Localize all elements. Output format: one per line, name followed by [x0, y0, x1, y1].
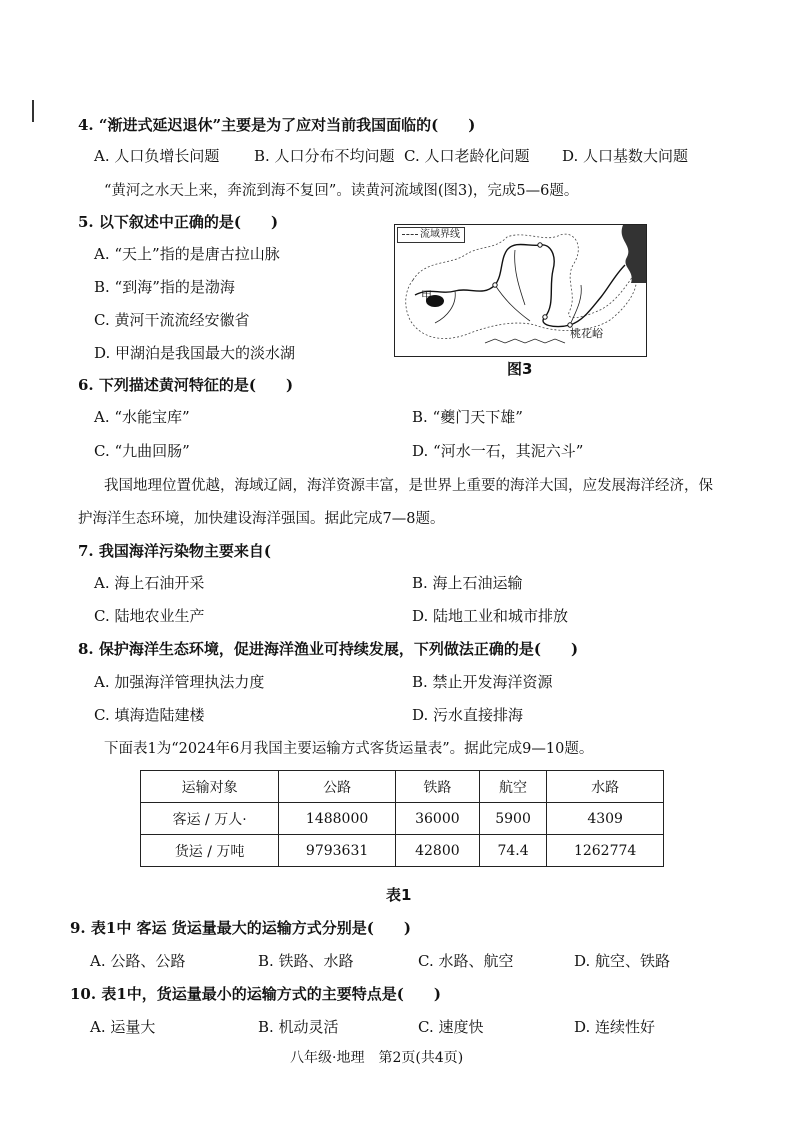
passage-7-8-line-1: 我国地理位置优越，海域辽阔，海洋资源丰富，是世界上重要的海洋大国，应发展海洋经济，保 — [104, 478, 713, 494]
table-cell: 42800 — [395, 835, 479, 867]
question-4-stem: 4. “渐进式延迟退休”主要是为了应对当前我国面临的( ) — [78, 116, 476, 134]
table-header-row — [141, 771, 664, 803]
question-8-option-d: D. 污水直接排海 — [412, 706, 524, 724]
coastline — [622, 225, 646, 283]
question-5-option-d: D. 甲湖泊是我国最大的淡水湖 — [94, 344, 296, 362]
question-10-option-b: B. 机动灵活 — [258, 1018, 339, 1036]
page-footer: 八年级·地理 第2页(共4页) — [290, 1050, 464, 1066]
question-10-option-a: A. 运量大 — [90, 1018, 156, 1036]
table-cell: 9793631 — [279, 835, 396, 867]
question-4-option-c: C. 人口老龄化问题 — [404, 147, 530, 165]
table-cell: 74.4 — [479, 835, 546, 867]
question-7-option-d: D. 陆地工业和城市排放 — [412, 607, 569, 625]
question-9-option-a: A. 公路、公路 — [90, 952, 186, 970]
question-7-option-c: C. 陆地农业生产 — [94, 607, 205, 625]
intro-questions-5-6: “黄河之水天上来，奔流到海不复回”。读黄河流域图(图3)，完成5—6题。 — [104, 183, 579, 199]
yellow-river-basin-map — [394, 224, 647, 357]
question-9-option-b: B. 铁路、水路 — [258, 952, 354, 970]
table-cell: 36000 — [395, 803, 479, 835]
table-cell: 1262774 — [547, 835, 664, 867]
question-6-option-b: B. “夔门天下雄” — [412, 408, 523, 426]
table-header-cell: 水路 — [547, 771, 664, 803]
question-5-option-c: C. 黄河干流流经安徽省 — [94, 311, 250, 329]
table-row — [141, 803, 664, 835]
city-dot-4 — [538, 243, 542, 247]
map-legend-label: 流域界线 — [420, 229, 460, 240]
table-header-cell: 航空 — [479, 771, 546, 803]
question-8-option-b: B. 禁止开发海洋资源 — [412, 673, 553, 691]
tributary-3 — [515, 250, 525, 305]
map-label-taohuayu: 桃花峪 — [570, 327, 603, 340]
question-10-option-c: C. 速度快 — [418, 1018, 484, 1036]
map-label-jia: 甲 — [421, 289, 432, 302]
table-1-caption: 表1 — [386, 886, 412, 904]
table-header-cell: 铁路 — [395, 771, 479, 803]
transport-volume-table — [140, 770, 664, 867]
question-7-stem: 7. 我国海洋污染物主要来自( — [78, 542, 271, 560]
table-cell: 客运 / 万人· — [141, 803, 279, 835]
figure-3-caption: 图3 — [507, 360, 533, 378]
question-6-option-d: D. “河水一石，其泥六斗” — [412, 442, 584, 460]
question-10-option-d: D. 连续性好 — [574, 1018, 656, 1036]
question-4-option-b: B. 人口分布不均问题 — [254, 147, 395, 165]
table-header-cell: 公路 — [279, 771, 396, 803]
city-dot-2 — [543, 315, 547, 319]
map-legend — [397, 227, 465, 243]
question-9-option-c: C. 水路、航空 — [418, 952, 514, 970]
question-9-stem: 9. 表1中 客运 货运量最大的运输方式分别是( ) — [70, 919, 411, 937]
question-5-option-b: B. “到海”指的是渤海 — [94, 278, 235, 296]
passage-7-8-line-2: 护海洋生态环境，加快建设海洋强国。据此完成7—8题。 — [78, 511, 445, 527]
basin-boundary — [406, 234, 637, 338]
table-cell: 1488000 — [279, 803, 396, 835]
question-7-option-b: B. 海上石油运输 — [412, 574, 523, 592]
question-6-stem: 6. 下列描述黄河特征的是( ) — [78, 376, 294, 394]
question-10-stem: 10. 表1中，货运量最小的运输方式的主要特点是( ) — [70, 985, 441, 1003]
question-5-stem: 5. 以下叙述中正确的是( ) — [78, 213, 279, 231]
question-4-option-a: A. 人口负增长问题 — [94, 147, 220, 165]
table-cell: 4309 — [547, 803, 664, 835]
scan-margin-mark — [32, 100, 34, 122]
question-7-option-a: A. 海上石油开采 — [94, 574, 205, 592]
question-6-option-c: C. “九曲回肠” — [94, 442, 190, 460]
great-wall-line — [485, 339, 565, 343]
table-header-cell: 运输对象 — [141, 771, 279, 803]
question-6-option-a: A. “水能宝库” — [94, 408, 190, 426]
question-4-option-d: D. 人口基数大问题 — [562, 147, 689, 165]
question-8-stem: 8. 保护海洋生态环境，促进海洋渔业可持续发展，下列做法正确的是( ) — [78, 640, 579, 658]
city-dot-1 — [493, 283, 497, 287]
question-5-option-a: A. “天上”指的是唐古拉山脉 — [94, 245, 280, 263]
table-cell: 货运 / 万吨 — [141, 835, 279, 867]
intro-questions-9-10: 下面表1为“2024年6月我国主要运输方式客货运量表”。据此完成9—10题。 — [104, 741, 594, 757]
question-9-option-d: D. 航空、铁路 — [574, 952, 671, 970]
question-8-option-a: A. 加强海洋管理执法力度 — [94, 673, 265, 691]
question-8-option-c: C. 填海造陆建楼 — [94, 706, 205, 724]
table-cell: 5900 — [479, 803, 546, 835]
map-drawing — [395, 225, 646, 356]
table-row — [141, 835, 664, 867]
